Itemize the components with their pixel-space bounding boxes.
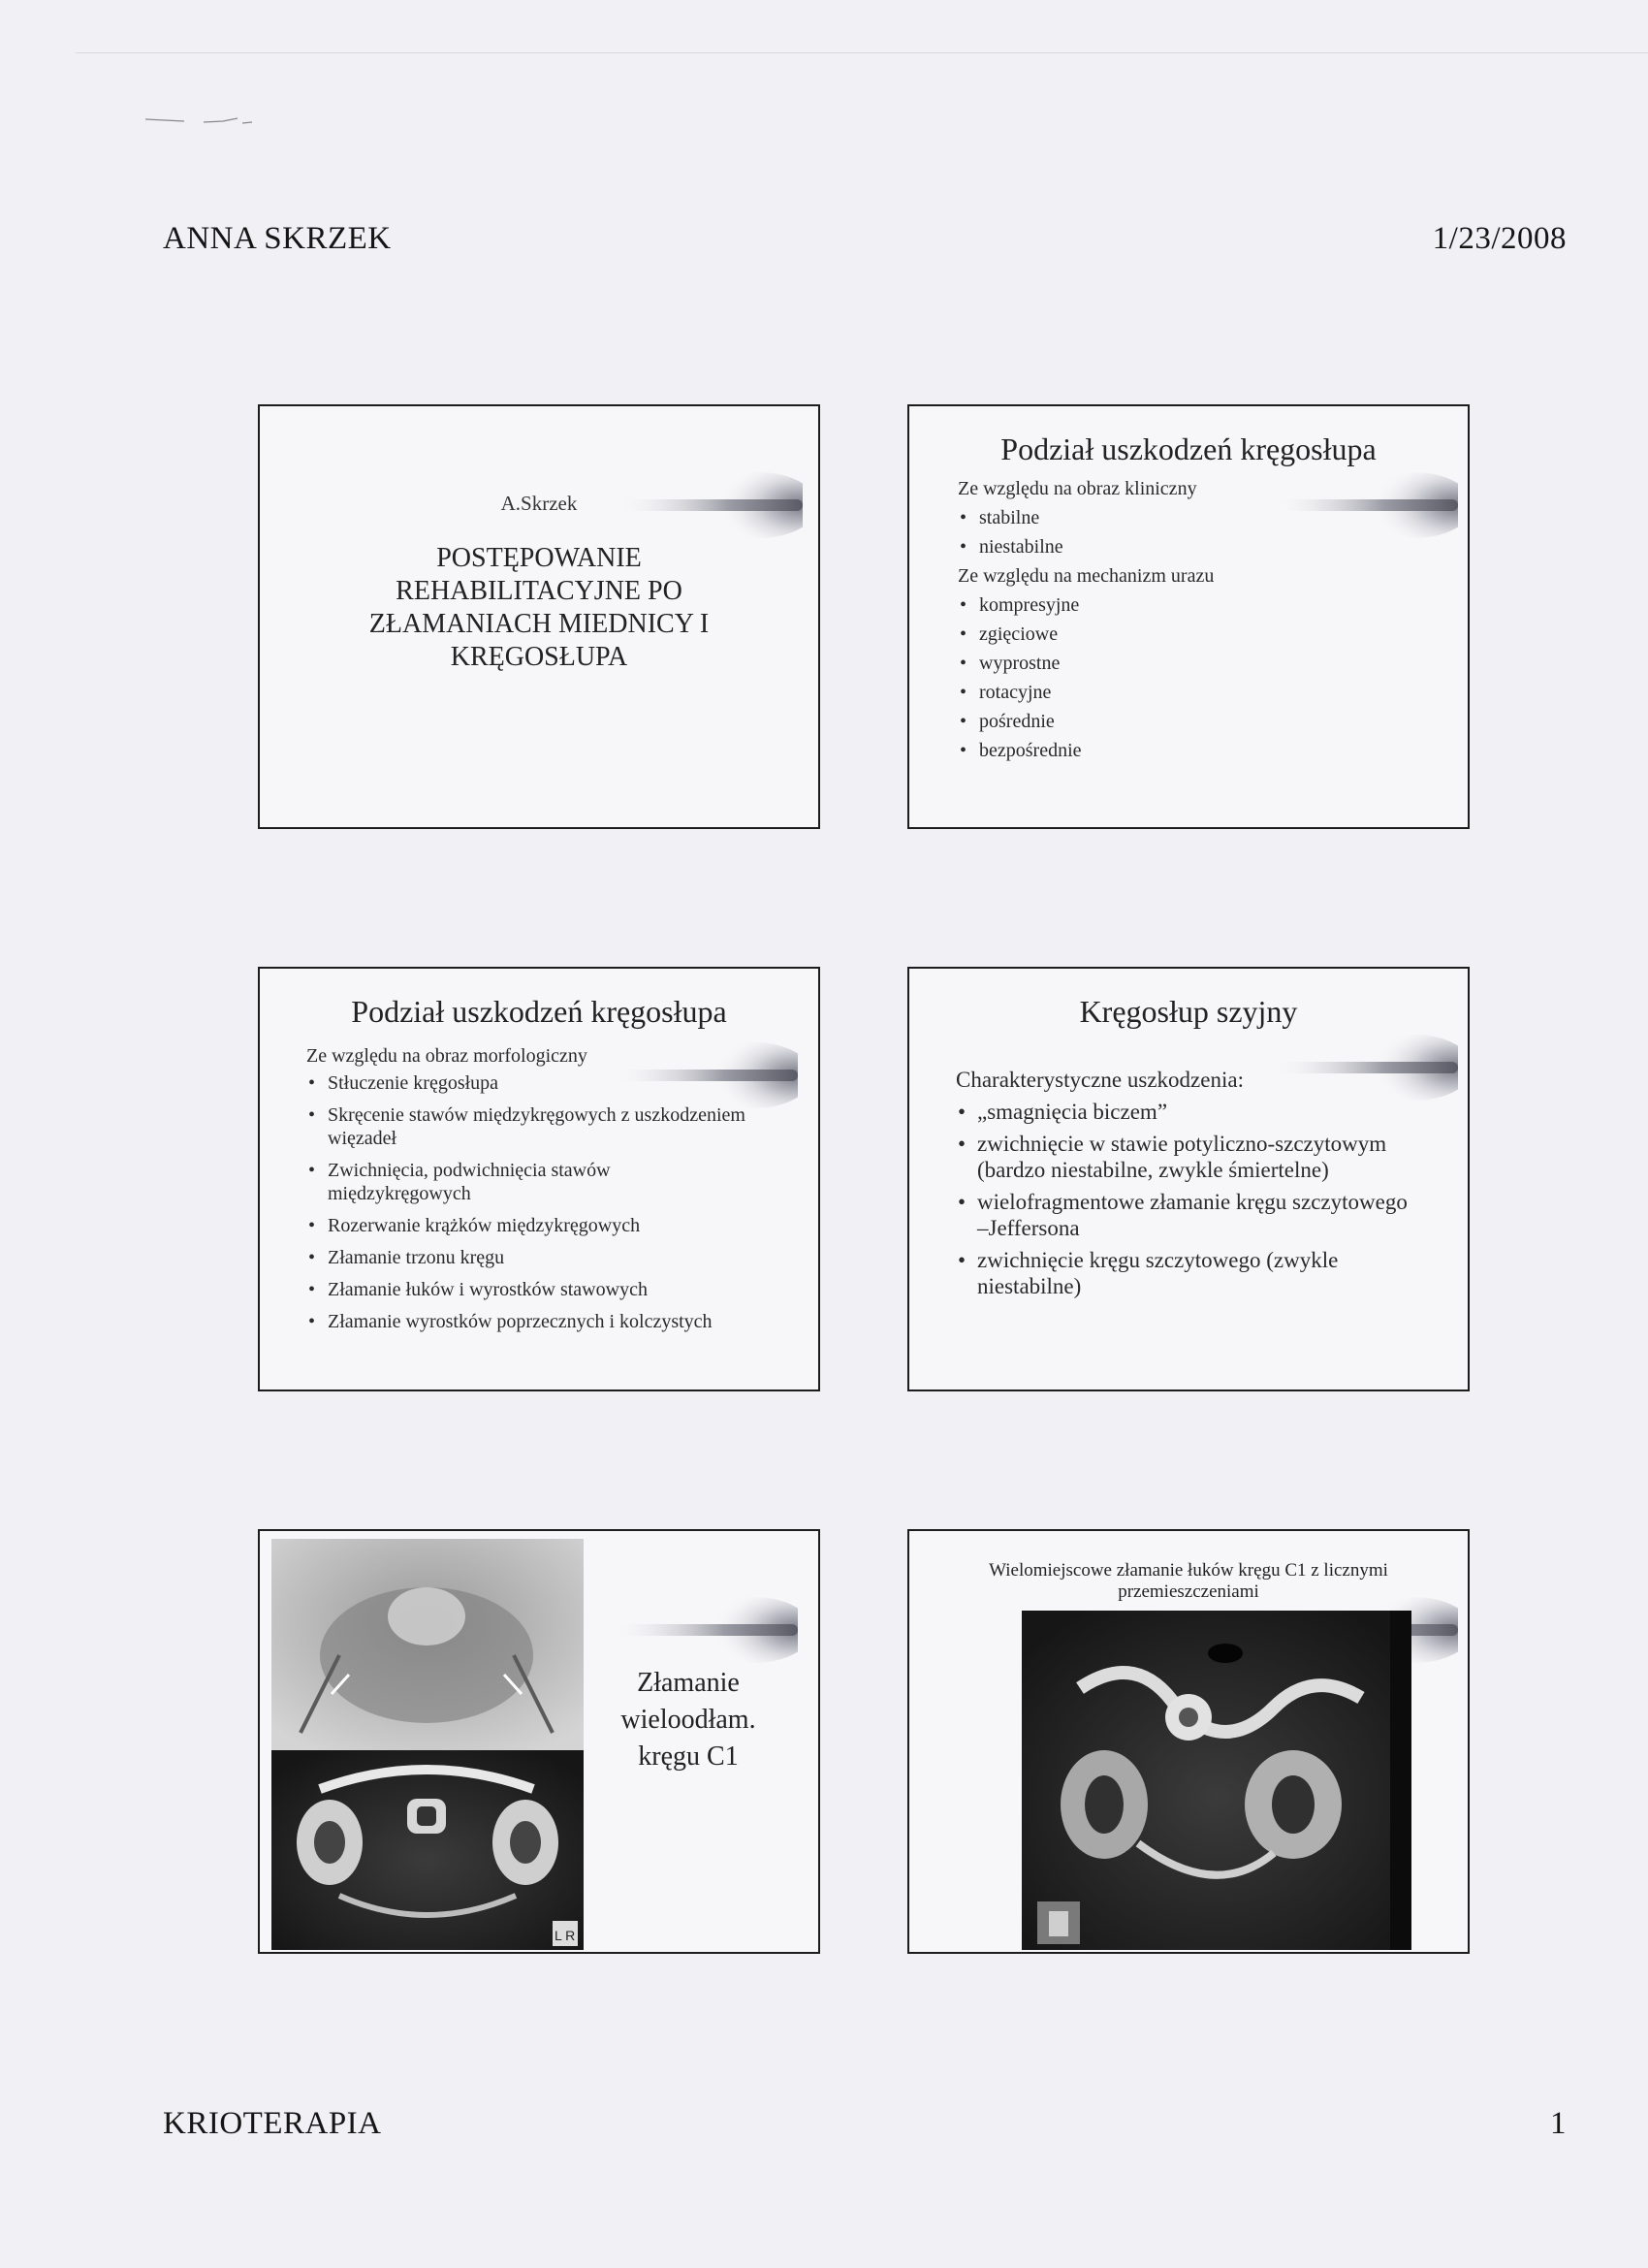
list-item: • Skręcenie stawów międzykręgowych z uszkodzeniem więzadeł — [306, 1103, 752, 1150]
list-item: • zgięciowe — [958, 620, 1082, 649]
list-item: • Złamanie trzonu kręgu — [306, 1246, 752, 1269]
page-number: 1 — [1550, 2106, 1567, 2141]
footer-topic: KRIOTERAPIA — [163, 2106, 382, 2141]
list-item: • stabilne — [958, 503, 1063, 532]
list-item: • zwichnięcie w stawie potyliczno-szczytowym (bardzo niestabilne, zwykle śmiertelne) — [956, 1131, 1421, 1183]
slide-heading: Podział uszkodzeń kręgosłupa — [351, 994, 727, 1029]
cervical-injury-list — [956, 1099, 1421, 1305]
list-item: • zwichnięcie kręgu szczytowego (zwykle niestabilne) — [956, 1247, 1421, 1299]
characteristic-injuries-label: Charakterystyczne uszkodzenia: — [956, 1068, 1244, 1092]
ct-orientation-marker: L R — [555, 1928, 576, 1943]
clinical-list — [958, 503, 1063, 561]
slide-cervical-spine — [907, 967, 1470, 1391]
list-item: • Zwichnięcia, podwichnięcia stawów międzykręgowych — [306, 1159, 752, 1205]
swoosh-decoration — [594, 1591, 798, 1669]
slide-author: A.Skrzek — [500, 492, 578, 515]
scan-speck — [145, 114, 262, 128]
presentation-title: POSTĘPOWANIE REHABILITACYJNE PO ZŁAMANIACH MIEDNICY I KRĘGOSŁUPA — [368, 543, 710, 672]
list-item: • Stłuczenie kręgosłupa — [306, 1071, 752, 1095]
slide-injury-classification-2 — [258, 967, 820, 1391]
list-item: • Złamanie wyrostków poprzecznych i kolczystych — [306, 1310, 752, 1333]
xray-image — [271, 1539, 584, 1750]
swoosh-decoration — [1254, 1029, 1458, 1106]
list-item: • bezpośrednie — [958, 736, 1082, 765]
c1-fracture-caption: Złamanie wieloodłam. kręgu C1 — [620, 1668, 756, 1772]
ct-scan-image — [1022, 1611, 1411, 1950]
list-item: • kompresyjne — [958, 591, 1082, 620]
list-item: • Rozerwanie krążków międzykręgowych — [306, 1214, 752, 1237]
ct-caption: Wielomiejscowe złamanie łuków kręgu C1 z licznymi przemieszczeniami — [989, 1560, 1388, 1602]
list-item: • wyprostne — [958, 649, 1082, 678]
ct-scan-image — [271, 1750, 584, 1950]
list-item: • wielofragmentowe złamanie kręgu szczytowego –Jeffersona — [956, 1189, 1421, 1241]
slide-heading: Podział uszkodzeń kręgosłupa — [1000, 431, 1377, 466]
list-item: • niestabilne — [958, 532, 1063, 561]
slide-c1-fracture-images — [258, 1529, 820, 1954]
section-clinical: Ze względu na obraz kliniczny — [958, 478, 1197, 499]
list-item: • Złamanie łuków i wyrostków stawowych — [306, 1278, 752, 1301]
scan-edge-line — [76, 52, 1648, 53]
section-mechanism: Ze względu na mechanizm urazu — [958, 565, 1215, 587]
list-item: • rotacyjne — [958, 678, 1082, 707]
list-item: • pośrednie — [958, 707, 1082, 736]
slide-c1-arch-fracture — [907, 1529, 1470, 1954]
slide-heading: Kręgosłup szyjny — [1079, 994, 1298, 1029]
morphology-list — [306, 1071, 752, 1342]
list-item: • „smagnięcia biczem” — [956, 1099, 1421, 1125]
header-author: ANNA SKRZEK — [163, 221, 392, 256]
section-morphology: Ze względu na obraz morfologiczny — [306, 1045, 587, 1067]
mechanism-list — [958, 591, 1082, 765]
header-date: 1/23/2008 — [1432, 221, 1567, 256]
slide-title — [258, 404, 820, 829]
slide-injury-classification-1 — [907, 404, 1470, 829]
swoosh-decoration — [1254, 466, 1458, 544]
